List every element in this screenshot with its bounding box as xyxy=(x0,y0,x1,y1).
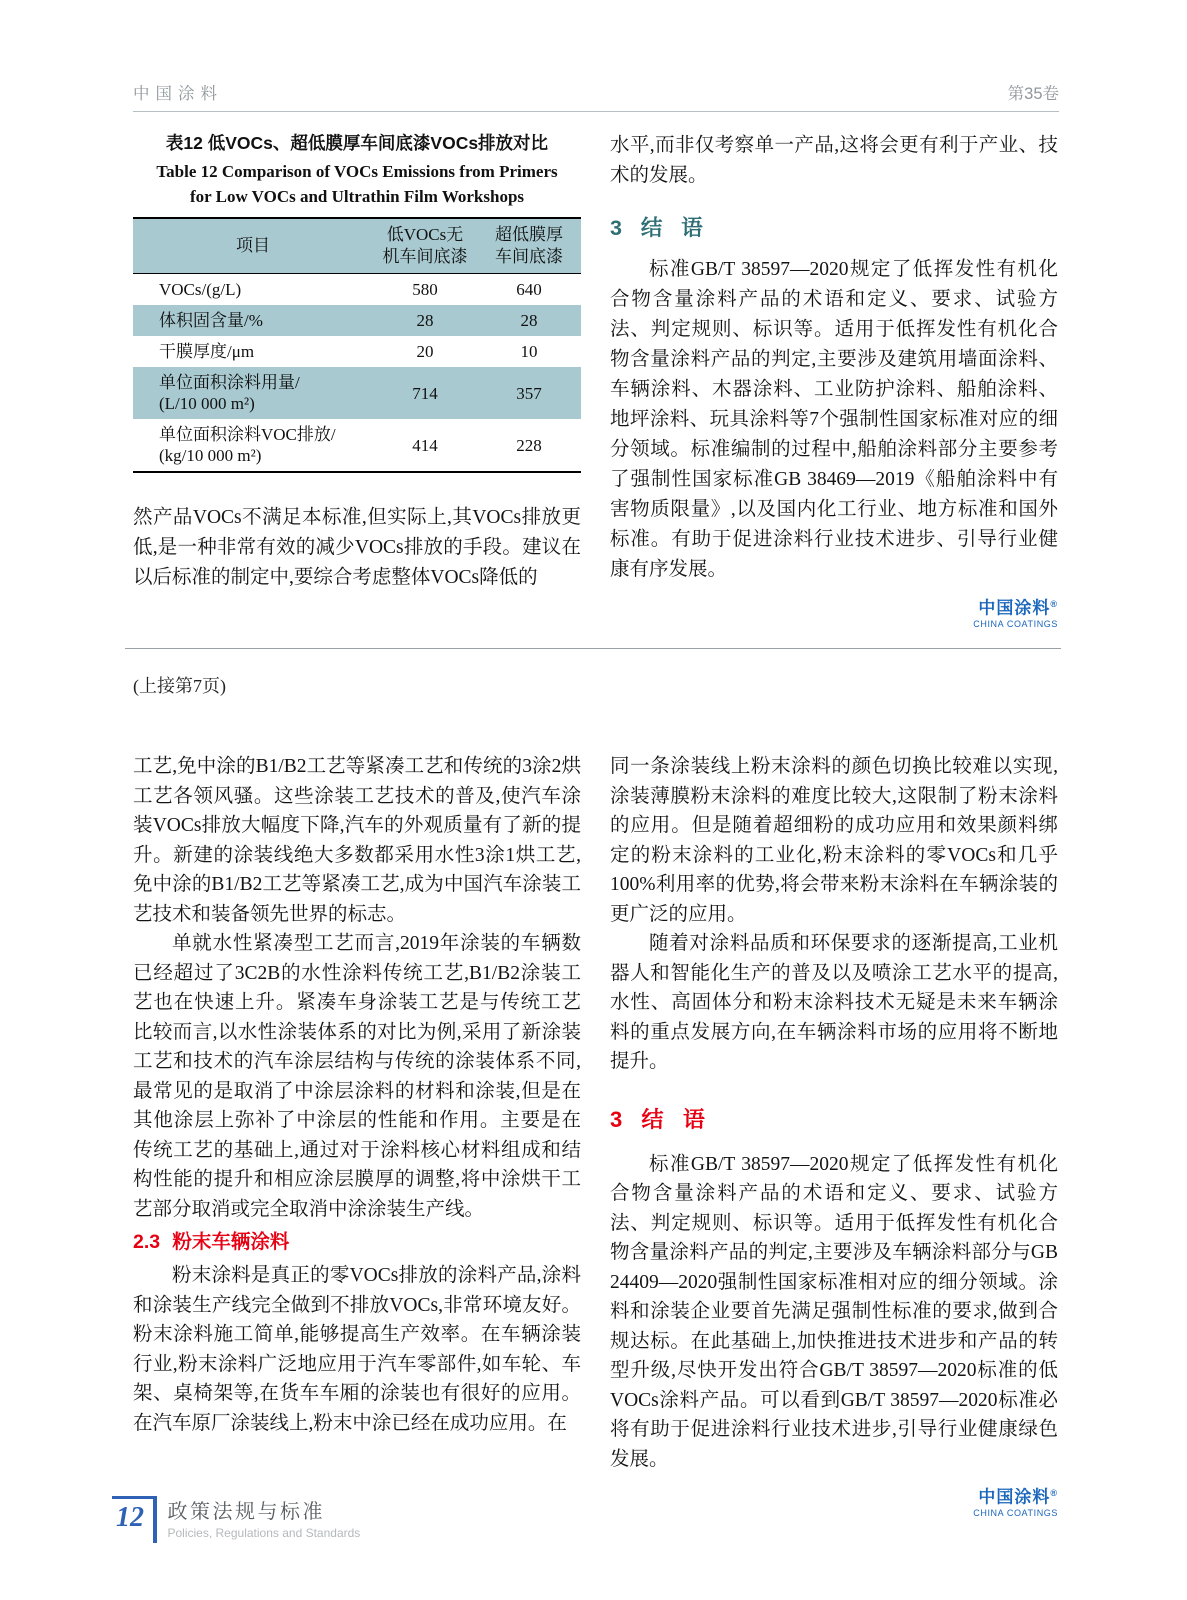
volume-label: 第35卷 xyxy=(1007,85,1059,103)
section-heading-conclusion: 3 结 语 xyxy=(610,1106,705,1132)
logo-text-en: CHINA COATINGS xyxy=(973,618,1058,629)
page-footer xyxy=(112,1496,360,1543)
body-paragraph: 随着对涂料品质和环保要求的逐渐提高,工业机器人和智能化生产的普及以及喷涂工艺水平的提高,水性、高固体分和粉末涂料技术无疑是未来车辆涂料的重点发展方向,在车辆涂料市场的应用将不断地提升。 xyxy=(610,933,1058,1072)
row-value-1: 714 xyxy=(373,367,477,419)
row-value-1: 580 xyxy=(412,280,438,299)
china-coatings-logo xyxy=(610,1484,1058,1519)
table-caption-en-line1: Table 12 Comparison of VOCs Emissions from Primers xyxy=(156,162,558,181)
body-paragraph: 标准GB/T 38597—2020规定了低挥发性有机化合物含量涂料产品的术语和定义、要求、试验方法、判定规则、标识等。适用于低挥发性有机化合物含量涂料产品的判定,主要涉及车辆涂料部分与GB 24409—2020强制性国家标准相对应的细分领域。涂料和涂装企业要首先满足强制性标准的要求,做到合规达标。在此基础上,加快推进技术进步和产品的转型升级,尽快开发出符合GB/T 38597—2020标准的低VOCs涂料产品。可以看到GB/T 38597—2020标准必将有助于促进涂料行业技术进步,引导行业健康绿色发展。 xyxy=(610,1153,1058,1470)
bottom-section xyxy=(133,752,1059,1519)
footer-section-zh: 政策法规与标准 xyxy=(167,1501,325,1523)
row-value-2: 228 xyxy=(516,435,542,455)
body-paragraph: 标准GB/T 38597—2020规定了低挥发性有机化合物含量涂料产品的术语和定义、要求、试验方法、判定规则、标识等。适用于低挥发性有机化合物含量涂料产品的判定,主要涉及建筑用墙面涂料、车辆涂料、木器涂料、工业防护涂料、船舶涂料、地坪涂料、玩具涂料等7个强制性国家标准对应的细分领域。标准编制的过程中,船舶涂料部分主要参考了强制性国家标准GB 38469—2019《船舶涂料中有害物质限量》,以及国内化工行业、地方标准和国外标准。有助于促进涂料行业技术进步、引导行业健康有序发展。 xyxy=(610,259,1058,580)
row-value-2: 28 xyxy=(477,305,581,336)
table-row xyxy=(133,367,581,419)
row-value-1: 414 xyxy=(412,435,438,455)
footer-section-title xyxy=(157,1496,361,1541)
table-caption-en-line2: for Low VOCs and Ultrathin Film Workshops xyxy=(189,187,525,206)
bottom-left-column xyxy=(133,752,581,1519)
logo-text-zh: 中国涂料® xyxy=(978,1487,1058,1507)
table-row xyxy=(133,274,581,306)
logo-text-en: CHINA COATINGS xyxy=(973,1507,1058,1518)
row-label: VOCs/(g/L) xyxy=(159,280,242,299)
section-heading-conclusion: 3 结 语 xyxy=(610,216,703,240)
body-paragraph: 粉末涂料是真正的零VOCs排放的涂料产品,涂料和涂装生产线完全做到不排放VOCs,非常环境友好。粉末涂料施工简单,能够提高生产效率。在车辆涂装行业,粉末涂料广泛地应用于汽车零部件,如车轮、车架、桌椅架等,在货车车厢的涂装也有很好的应用。在汽车原厂涂装线上,粉末中涂已经在成功应用。在 xyxy=(133,1265,581,1434)
row-label: 单位面积涂料用量/ (L/10 000 m²) xyxy=(133,367,373,419)
row-label: 干膜厚度/μm xyxy=(159,342,255,361)
row-value-1: 28 xyxy=(373,305,477,336)
body-paragraph: 单就水性紧凑型工艺而言,2019年涂装的车辆数已经超过了3C2B的水性涂料传统工艺,B1/B2涂装工艺也在快速上升。紧凑车身涂装工艺是与传统工艺比较而言,以水性涂装体系的对比为例,采用了新涂装工艺和技术的汽车涂层结构与传统的涂装体系不同,最常见的是取消了中涂层涂料的材料和涂装,但是在其他涂层上弥补了中涂层的性能和作用。主要是在传统工艺的基础上,通过对于涂料核心材料组成和结构性能的提升和相应涂层膜厚的调整,将中涂烘干工艺部分取消或完全取消中涂涂装生产线。 xyxy=(133,933,581,1220)
registered-mark: ® xyxy=(1050,599,1058,609)
logo-text-zh: 中国涂料® xyxy=(978,598,1058,618)
running-head xyxy=(133,80,1059,112)
row-label: 体积固含量/% xyxy=(133,305,373,336)
page-number: 12 xyxy=(112,1496,153,1535)
bottom-right-column xyxy=(610,752,1058,1519)
china-coatings-logo xyxy=(610,595,1058,630)
col-header-low-vocs: 低VOCs无 机车间底漆 xyxy=(373,218,477,274)
col-header-ultrathin: 超低膜厚 车间底漆 xyxy=(477,218,581,274)
registered-mark: ® xyxy=(1050,1488,1058,1498)
voc-comparison-table xyxy=(133,217,581,473)
row-label: 单位面积涂料VOC排放/ (kg/10 000 m²) xyxy=(159,425,336,465)
footer-section-en: Policies, Regulations and Standards xyxy=(167,1526,361,1540)
body-paragraph: 水平,而非仅考察单一产品,这将会更有利于产业、技术的发展。 xyxy=(610,135,1058,186)
section-divider xyxy=(125,648,1061,649)
journal-name: 中国涂料 xyxy=(133,85,223,103)
body-paragraph: 同一条涂装线上粉末涂料的颜色切换比较难以实现,涂装薄膜粉末涂料的难度比较大,这限制了粉末涂料的应用。但是随着超细粉的成功应用和效果颜料绑定的粉末涂料的工业化,粉末涂料的零VOCs和几乎100%利用率的优势,将会带来粉末涂料在车辆涂装的更广泛的应用。 xyxy=(610,756,1058,925)
continuation-note: (上接第7页) xyxy=(133,676,226,696)
table-row xyxy=(133,305,581,336)
table-row xyxy=(133,336,581,367)
row-value-1: 20 xyxy=(416,342,434,361)
body-paragraph: 工艺,免中涂的B1/B2工艺等紧凑工艺和传统的3涂2烘工艺各领风骚。这些涂装工艺技术的普及,使汽车涂装VOCs排放大幅度下降,汽车的外观质量有了新的提升。新建的涂装线绝大多数都采用水性3涂1烘工艺,免中涂的B1/B2工艺等紧凑工艺,成为中国汽车涂装工艺技术和装备领先世界的标志。 xyxy=(133,756,581,925)
row-value-2: 10 xyxy=(520,342,538,361)
subsection-heading-powder-coatings: 2.3 粉末车辆涂料 xyxy=(133,1231,290,1253)
col-header-item: 项目 xyxy=(133,218,373,274)
top-right-column xyxy=(610,131,1058,630)
body-paragraph: 然产品VOCs不满足本标准,但实际上,其VOCs排放更低,是一种非常有效的减少VOCs排放的手段。建议在以后标准的制定中,要综合考虑整体VOCs降低的 xyxy=(133,507,581,588)
top-section xyxy=(133,131,1059,630)
table-row xyxy=(133,419,581,472)
row-value-2: 357 xyxy=(477,367,581,419)
table-header xyxy=(133,218,581,274)
table-caption-en xyxy=(133,159,581,209)
top-left-column xyxy=(133,131,581,630)
table-caption-zh: 表12 低VOCs、超低膜厚车间底漆VOCs排放对比 xyxy=(165,133,549,153)
row-value-2: 640 xyxy=(516,280,542,299)
